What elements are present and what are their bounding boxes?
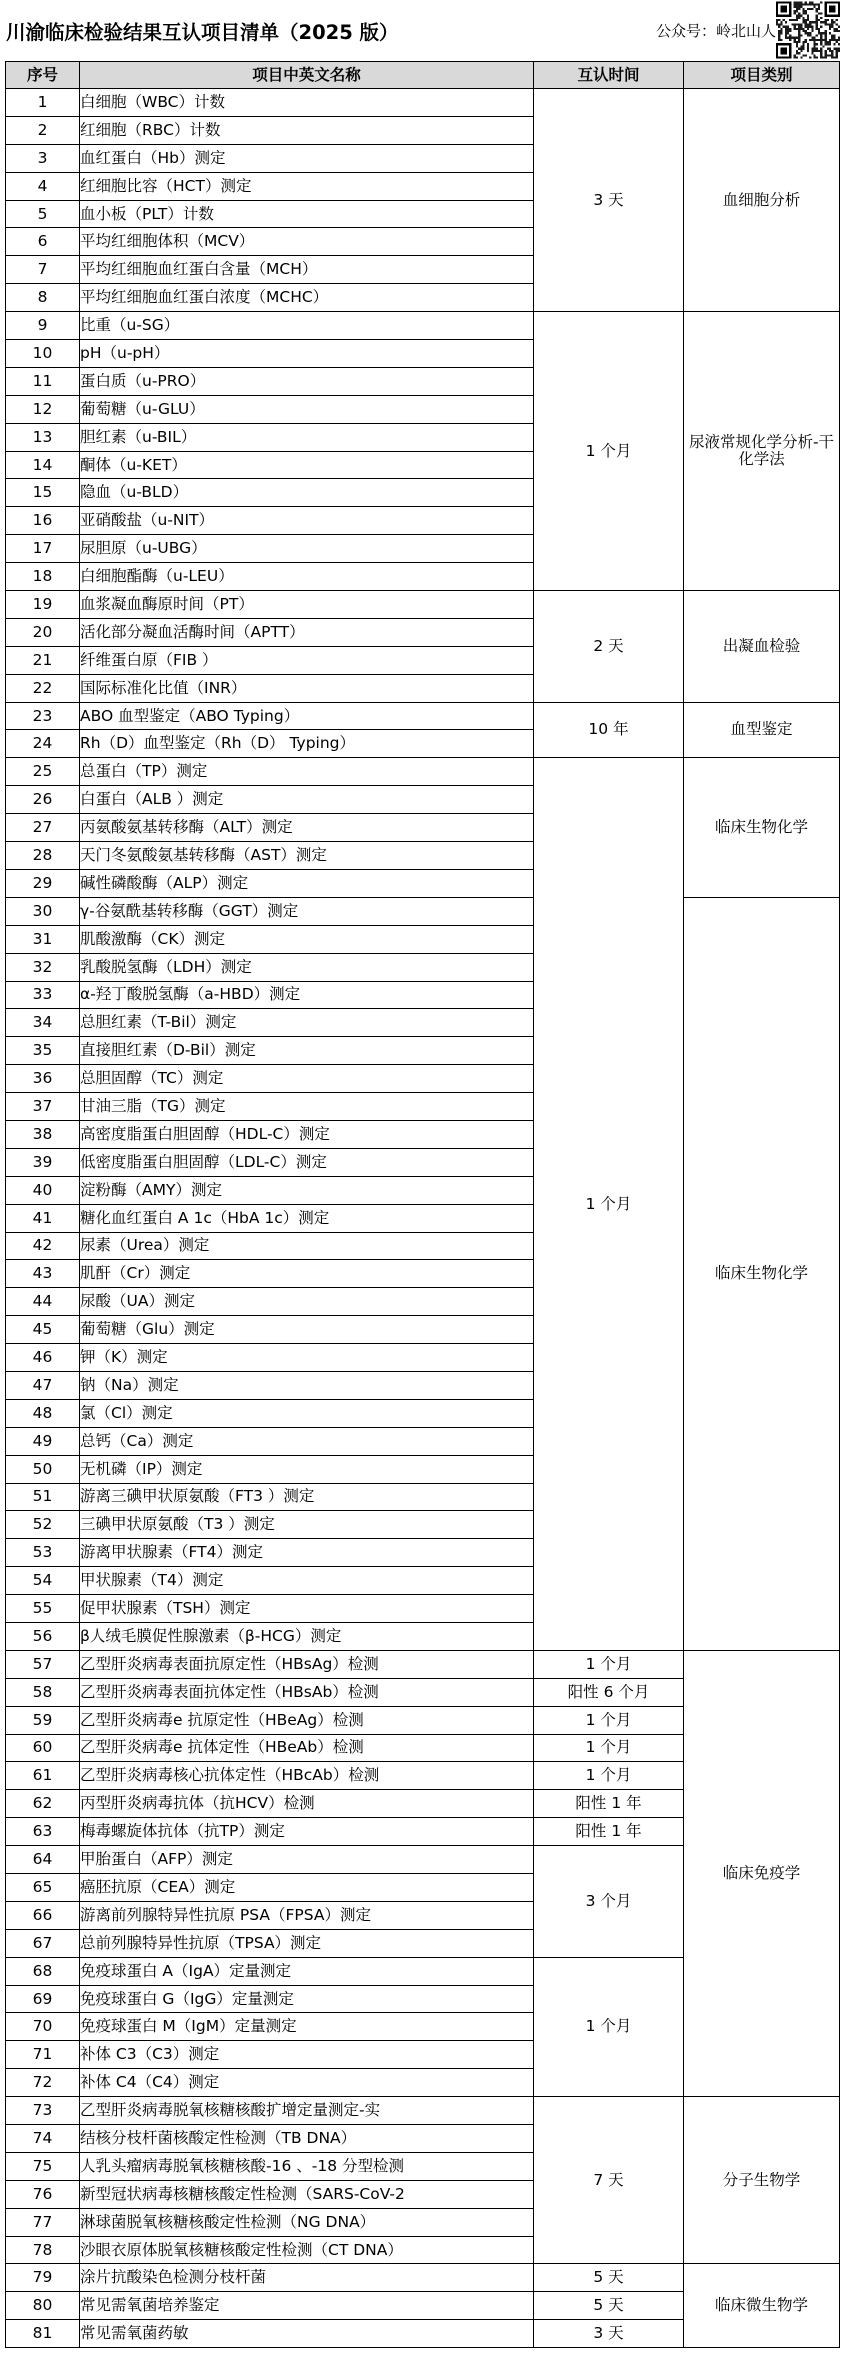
recognition-time-cell: 1 个月 [534, 1957, 684, 2096]
item-number: 10 [6, 340, 80, 368]
item-name: 白细胞（WBC）计数 [80, 89, 534, 117]
item-number: 16 [6, 507, 80, 535]
table-row [6, 758, 840, 786]
item-number: 33 [6, 981, 80, 1009]
item-name: 涂片抗酸染色检测分枝杆菌 [80, 2264, 534, 2292]
item-number: 48 [6, 1399, 80, 1427]
item-number: 80 [6, 2292, 80, 2320]
item-number: 71 [6, 2041, 80, 2069]
item-name: 总钙（Ca）测定 [80, 1427, 534, 1455]
item-name: 游离前列腺特异性抗原 PSA（FPSA）测定 [80, 1901, 534, 1929]
item-name: ABO 血型鉴定（ABO Typing） [80, 702, 534, 730]
item-name: 血浆凝血酶原时间（PT） [80, 591, 534, 619]
item-number: 23 [6, 702, 80, 730]
item-number: 1 [6, 89, 80, 117]
item-number: 68 [6, 1957, 80, 1985]
item-name: 乙型肝炎病毒表面抗体定性（HBsAb）检测 [80, 1678, 534, 1706]
item-name: 补体 C3（C3）测定 [80, 2041, 534, 2069]
item-name: 游离甲状腺素（FT4）测定 [80, 1539, 534, 1567]
recognition-time-cell: 1 个月 [534, 312, 684, 591]
item-number: 19 [6, 591, 80, 619]
item-name: 乙型肝炎病毒核心抗体定性（HBcAb）检测 [80, 1762, 534, 1790]
item-number: 76 [6, 2180, 80, 2208]
item-number: 74 [6, 2125, 80, 2153]
category-cell: 出凝血检验 [684, 591, 840, 703]
item-number: 67 [6, 1929, 80, 1957]
item-number: 59 [6, 1706, 80, 1734]
item-name: 国际标准化比值（INR） [80, 674, 534, 702]
recognition-time-cell: 10 年 [534, 702, 684, 758]
item-name: 蛋白质（u-PRO） [80, 367, 534, 395]
item-name: 胆红素（u-BIL） [80, 423, 534, 451]
category-cell: 临床生物化学 [684, 758, 840, 897]
table-row [6, 897, 840, 925]
item-number: 38 [6, 1120, 80, 1148]
item-number: 7 [6, 256, 80, 284]
item-name: 肌酸激酶（CK）测定 [80, 925, 534, 953]
item-name: 血小板（PLT）计数 [80, 200, 534, 228]
item-number: 64 [6, 1846, 80, 1874]
item-number: 40 [6, 1176, 80, 1204]
table-row [6, 1650, 840, 1678]
recognition-time-cell: 阳性 1 年 [534, 1790, 684, 1818]
item-number: 73 [6, 2097, 80, 2125]
item-number: 58 [6, 1678, 80, 1706]
test-items-table [5, 61, 840, 2348]
item-number: 22 [6, 674, 80, 702]
item-name: 丙型肝炎病毒抗体（抗HCV）检测 [80, 1790, 534, 1818]
item-number: 81 [6, 2320, 80, 2348]
item-number: 60 [6, 1734, 80, 1762]
item-number: 32 [6, 953, 80, 981]
item-name: 肌酐（Cr）测定 [80, 1260, 534, 1288]
item-name: 促甲状腺素（TSH）测定 [80, 1595, 534, 1623]
item-name: 游离三碘甲状原氨酸（FT3 ）测定 [80, 1483, 534, 1511]
item-number: 27 [6, 814, 80, 842]
column-header-number: 序号 [6, 62, 80, 89]
item-number: 45 [6, 1316, 80, 1344]
item-number: 66 [6, 1901, 80, 1929]
recognition-time-cell: 5 天 [534, 2264, 684, 2292]
item-number: 75 [6, 2152, 80, 2180]
item-name: 免疫球蛋白 A（IgA）定量测定 [80, 1957, 534, 1985]
item-name: 高密度脂蛋白胆固醇（HDL-C）测定 [80, 1120, 534, 1148]
table-row [6, 702, 840, 730]
recognition-time-cell: 3 个月 [534, 1846, 684, 1958]
item-name: 白蛋白（ALB ）测定 [80, 786, 534, 814]
item-name: 总前列腺特异性抗原（TPSA）测定 [80, 1929, 534, 1957]
item-number: 20 [6, 618, 80, 646]
item-name: 结核分枝杆菌核酸定性检测（TB DNA） [80, 2125, 534, 2153]
item-name: 乳酸脱氢酶（LDH）测定 [80, 953, 534, 981]
item-name: 总胆固醇（TC）测定 [80, 1065, 534, 1093]
item-number: 72 [6, 2069, 80, 2097]
category-cell: 临床免疫学 [684, 1650, 840, 2096]
item-number: 11 [6, 367, 80, 395]
item-number: 15 [6, 479, 80, 507]
item-number: 26 [6, 786, 80, 814]
recognition-time-cell: 1 个月 [534, 1734, 684, 1762]
item-number: 47 [6, 1371, 80, 1399]
item-name: 补体 C4（C4）测定 [80, 2069, 534, 2097]
table-row [6, 2097, 840, 2125]
item-name: 纤维蛋白原（FIB ） [80, 646, 534, 674]
item-name: 尿酸（UA）测定 [80, 1288, 534, 1316]
table-row [6, 2264, 840, 2292]
item-number: 25 [6, 758, 80, 786]
item-name: 平均红细胞血红蛋白浓度（MCHC） [80, 284, 534, 312]
item-number: 65 [6, 1874, 80, 1902]
item-name: 碱性磷酸酶（ALP）测定 [80, 869, 534, 897]
recognition-time-cell: 1 个月 [534, 758, 684, 1651]
item-name: 平均红细胞血红蛋白含量（MCH） [80, 256, 534, 284]
recognition-time-cell: 1 个月 [534, 1650, 684, 1678]
recognition-time-cell: 7 天 [534, 2097, 684, 2264]
column-header-category: 项目类别 [684, 62, 840, 89]
column-header-name: 项目中英文名称 [80, 62, 534, 89]
category-cell: 血型鉴定 [684, 702, 840, 758]
item-name: 免疫球蛋白 G（IgG）定量测定 [80, 1985, 534, 2013]
item-number: 14 [6, 451, 80, 479]
recognition-time-cell: 1 个月 [534, 1762, 684, 1790]
item-name: 低密度脂蛋白胆固醇（LDL-C）测定 [80, 1148, 534, 1176]
item-name: 天门冬氨酸氨基转移酶（AST）测定 [80, 842, 534, 870]
item-name: 甘油三脂（TG）测定 [80, 1093, 534, 1121]
item-name: 丙氨酸氨基转移酶（ALT）测定 [80, 814, 534, 842]
category-cell: 临床微生物学 [684, 2264, 840, 2348]
item-name: 隐血（u-BLD） [80, 479, 534, 507]
item-name: 甲状腺素（T4）测定 [80, 1567, 534, 1595]
item-name: γ-谷氨酰基转移酶（GGT）测定 [80, 897, 534, 925]
item-number: 63 [6, 1818, 80, 1846]
item-name: 葡萄糖（Glu）测定 [80, 1316, 534, 1344]
item-number: 29 [6, 869, 80, 897]
item-number: 50 [6, 1455, 80, 1483]
item-number: 44 [6, 1288, 80, 1316]
item-number: 28 [6, 842, 80, 870]
item-name: 乙型肝炎病毒e 抗原定性（HBeAg）检测 [80, 1706, 534, 1734]
item-number: 43 [6, 1260, 80, 1288]
item-name: 常见需氧菌培养鉴定 [80, 2292, 534, 2320]
item-name: 氯（Cl）测定 [80, 1399, 534, 1427]
recognition-time-cell: 5 天 [534, 2292, 684, 2320]
item-number: 39 [6, 1148, 80, 1176]
item-name: 癌胚抗原（CEA）测定 [80, 1874, 534, 1902]
item-number: 34 [6, 1009, 80, 1037]
item-number: 6 [6, 228, 80, 256]
item-name: 乙型肝炎病毒脱氧核糖核酸扩增定量测定-实 [80, 2097, 534, 2125]
item-name: 酮体（u-KET） [80, 451, 534, 479]
account-name: 公众号：岭北山人 [656, 22, 777, 40]
item-number: 53 [6, 1539, 80, 1567]
item-number: 52 [6, 1511, 80, 1539]
item-name: 比重（u-SG） [80, 312, 534, 340]
item-name: 尿胆原（u-UBG） [80, 535, 534, 563]
item-number: 41 [6, 1204, 80, 1232]
item-name: 总胆红素（T-Bil）测定 [80, 1009, 534, 1037]
recognition-time-cell: 阳性 1 年 [534, 1818, 684, 1846]
item-name: 亚硝酸盐（u-NIT） [80, 507, 534, 535]
item-number: 61 [6, 1762, 80, 1790]
item-name: α-羟丁酸脱氢酶（a-HBD）测定 [80, 981, 534, 1009]
item-name: 甲胎蛋白（AFP）测定 [80, 1846, 534, 1874]
item-number: 56 [6, 1622, 80, 1650]
item-name: 新型冠状病毒核糖核酸定性检测（SARS-CoV-2 [80, 2180, 534, 2208]
item-name: 常见需氧菌药敏 [80, 2320, 534, 2348]
item-number: 3 [6, 144, 80, 172]
item-number: 55 [6, 1595, 80, 1623]
item-name: 葡萄糖（u-GLU） [80, 395, 534, 423]
item-number: 8 [6, 284, 80, 312]
item-number: 35 [6, 1037, 80, 1065]
recognition-time-cell: 2 天 [534, 591, 684, 703]
item-name: 免疫球蛋白 M（IgM）定量测定 [80, 2013, 534, 2041]
category-cell: 尿液常规化学分析-干化学法 [684, 312, 840, 591]
item-number: 46 [6, 1344, 80, 1372]
item-number: 2 [6, 116, 80, 144]
item-name: 糖化血红蛋白 A 1c（HbA 1c）测定 [80, 1204, 534, 1232]
item-number: 17 [6, 535, 80, 563]
item-name: 乙型肝炎病毒表面抗原定性（HBsAg）检测 [80, 1650, 534, 1678]
item-number: 42 [6, 1232, 80, 1260]
item-name: 红细胞比容（HCT）测定 [80, 172, 534, 200]
table-header-row [6, 62, 840, 89]
category-cell: 临床生物化学 [684, 897, 840, 1650]
item-number: 5 [6, 200, 80, 228]
item-name: 尿素（Urea）测定 [80, 1232, 534, 1260]
item-name: 人乳头瘤病毒脱氧核糖核酸-16 、-18 分型检测 [80, 2152, 534, 2180]
item-name: β人绒毛膜促性腺激素（β-HCG）测定 [80, 1622, 534, 1650]
recognition-time-cell: 阳性 6 个月 [534, 1678, 684, 1706]
item-name: 总蛋白（TP）测定 [80, 758, 534, 786]
item-name: 平均红细胞体积（MCV） [80, 228, 534, 256]
table-row [6, 89, 840, 117]
item-number: 78 [6, 2236, 80, 2264]
item-number: 77 [6, 2208, 80, 2236]
item-name: 沙眼衣原体脱氧核糖核酸定性检测（CT DNA） [80, 2236, 534, 2264]
category-cell: 血细胞分析 [684, 89, 840, 312]
item-name: 梅毒螺旋体抗体（抗TP）测定 [80, 1818, 534, 1846]
item-name: 无机磷（IP）测定 [80, 1455, 534, 1483]
item-number: 70 [6, 2013, 80, 2041]
item-number: 30 [6, 897, 80, 925]
recognition-time-cell: 1 个月 [534, 1706, 684, 1734]
item-number: 49 [6, 1427, 80, 1455]
item-number: 4 [6, 172, 80, 200]
item-number: 57 [6, 1650, 80, 1678]
item-number: 37 [6, 1093, 80, 1121]
item-name: pH（u-pH） [80, 340, 534, 368]
recognition-time-cell: 3 天 [534, 2320, 684, 2348]
item-number: 24 [6, 730, 80, 758]
item-number: 21 [6, 646, 80, 674]
document-title: 川渝临床检验结果互认项目清单（2025 版） [6, 21, 399, 44]
item-name: 淋球菌脱氧核糖核酸定性检测（NG DNA） [80, 2208, 534, 2236]
item-number: 12 [6, 395, 80, 423]
item-number: 36 [6, 1065, 80, 1093]
recognition-time-cell: 3 天 [534, 89, 684, 312]
item-number: 51 [6, 1483, 80, 1511]
qr-code-icon [776, 1, 840, 59]
column-header-recognition-time: 互认时间 [534, 62, 684, 89]
item-number: 13 [6, 423, 80, 451]
item-name: 活化部分凝血活酶时间（APTT） [80, 618, 534, 646]
category-cell: 分子生物学 [684, 2097, 840, 2264]
table-row [6, 312, 840, 340]
item-name: 钾（K）测定 [80, 1344, 534, 1372]
item-name: 白细胞酯酶（u-LEU） [80, 563, 534, 591]
item-name: 三碘甲状原氨酸（T3 ）测定 [80, 1511, 534, 1539]
item-name: 红细胞（RBC）计数 [80, 116, 534, 144]
item-name: 血红蛋白（Hb）测定 [80, 144, 534, 172]
page-header [0, 0, 844, 62]
item-name: 直接胆红素（D-Bil）测定 [80, 1037, 534, 1065]
item-name: 乙型肝炎病毒e 抗体定性（HBeAb）检测 [80, 1734, 534, 1762]
item-name: 淀粉酶（AMY）测定 [80, 1176, 534, 1204]
item-number: 54 [6, 1567, 80, 1595]
item-number: 31 [6, 925, 80, 953]
item-name: 钠（Na）测定 [80, 1371, 534, 1399]
item-number: 69 [6, 1985, 80, 2013]
item-number: 79 [6, 2264, 80, 2292]
item-name: Rh（D）血型鉴定（Rh（D） Typing） [80, 730, 534, 758]
item-number: 9 [6, 312, 80, 340]
table-row [6, 591, 840, 619]
item-number: 18 [6, 563, 80, 591]
item-number: 62 [6, 1790, 80, 1818]
